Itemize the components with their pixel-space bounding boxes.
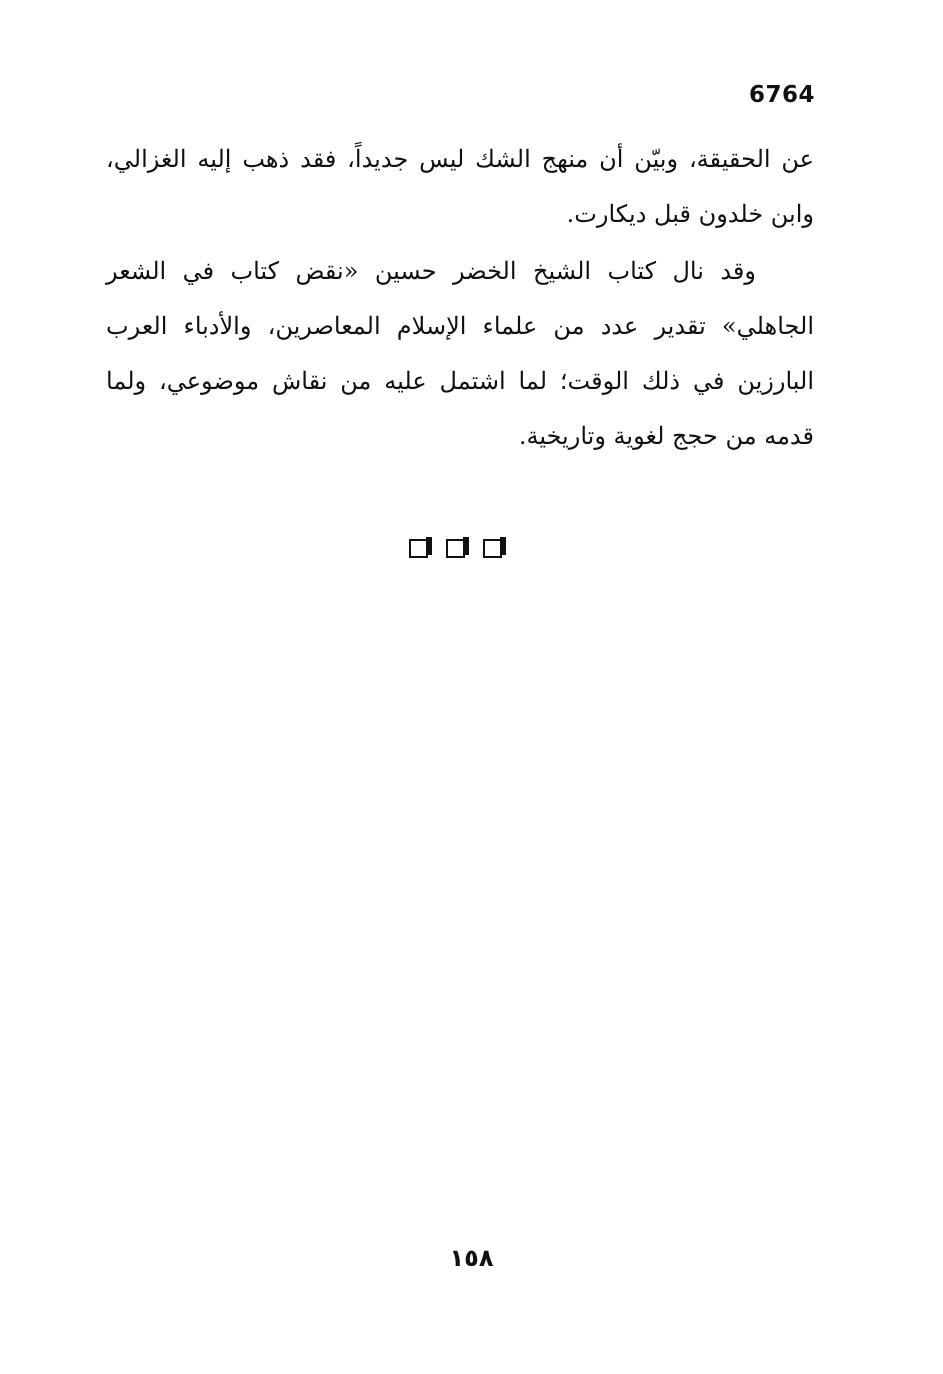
- square-ornament-icon: [483, 539, 502, 558]
- section-separator: [409, 539, 502, 558]
- square-ornament-icon: [446, 539, 465, 558]
- page-id: 6764: [748, 82, 815, 108]
- body-text: [106, 132, 814, 464]
- paragraph-1: عن الحقيقة، وبيّن أن منهج الشك ليس جديداً، فقد ذهب إليه الغزالي، وابن خلدون قبل ديكارت.: [106, 145, 814, 228]
- square-ornament-icon: [409, 539, 428, 558]
- paragraph-2: وقد نال كتاب الشيخ الخضر حسين «نقض كتاب في الشعر الجاهلي» تقدير عدد من علماء الإسلام المعاصرين، والأدباء العرب البارزين في ذلك الوقت؛ لما اشتمل عليه من نقاش موضوعي، ولما قدمه من حجج لغوية وتاريخية.: [106, 257, 814, 450]
- page-number: ١٥٨: [449, 1244, 494, 1272]
